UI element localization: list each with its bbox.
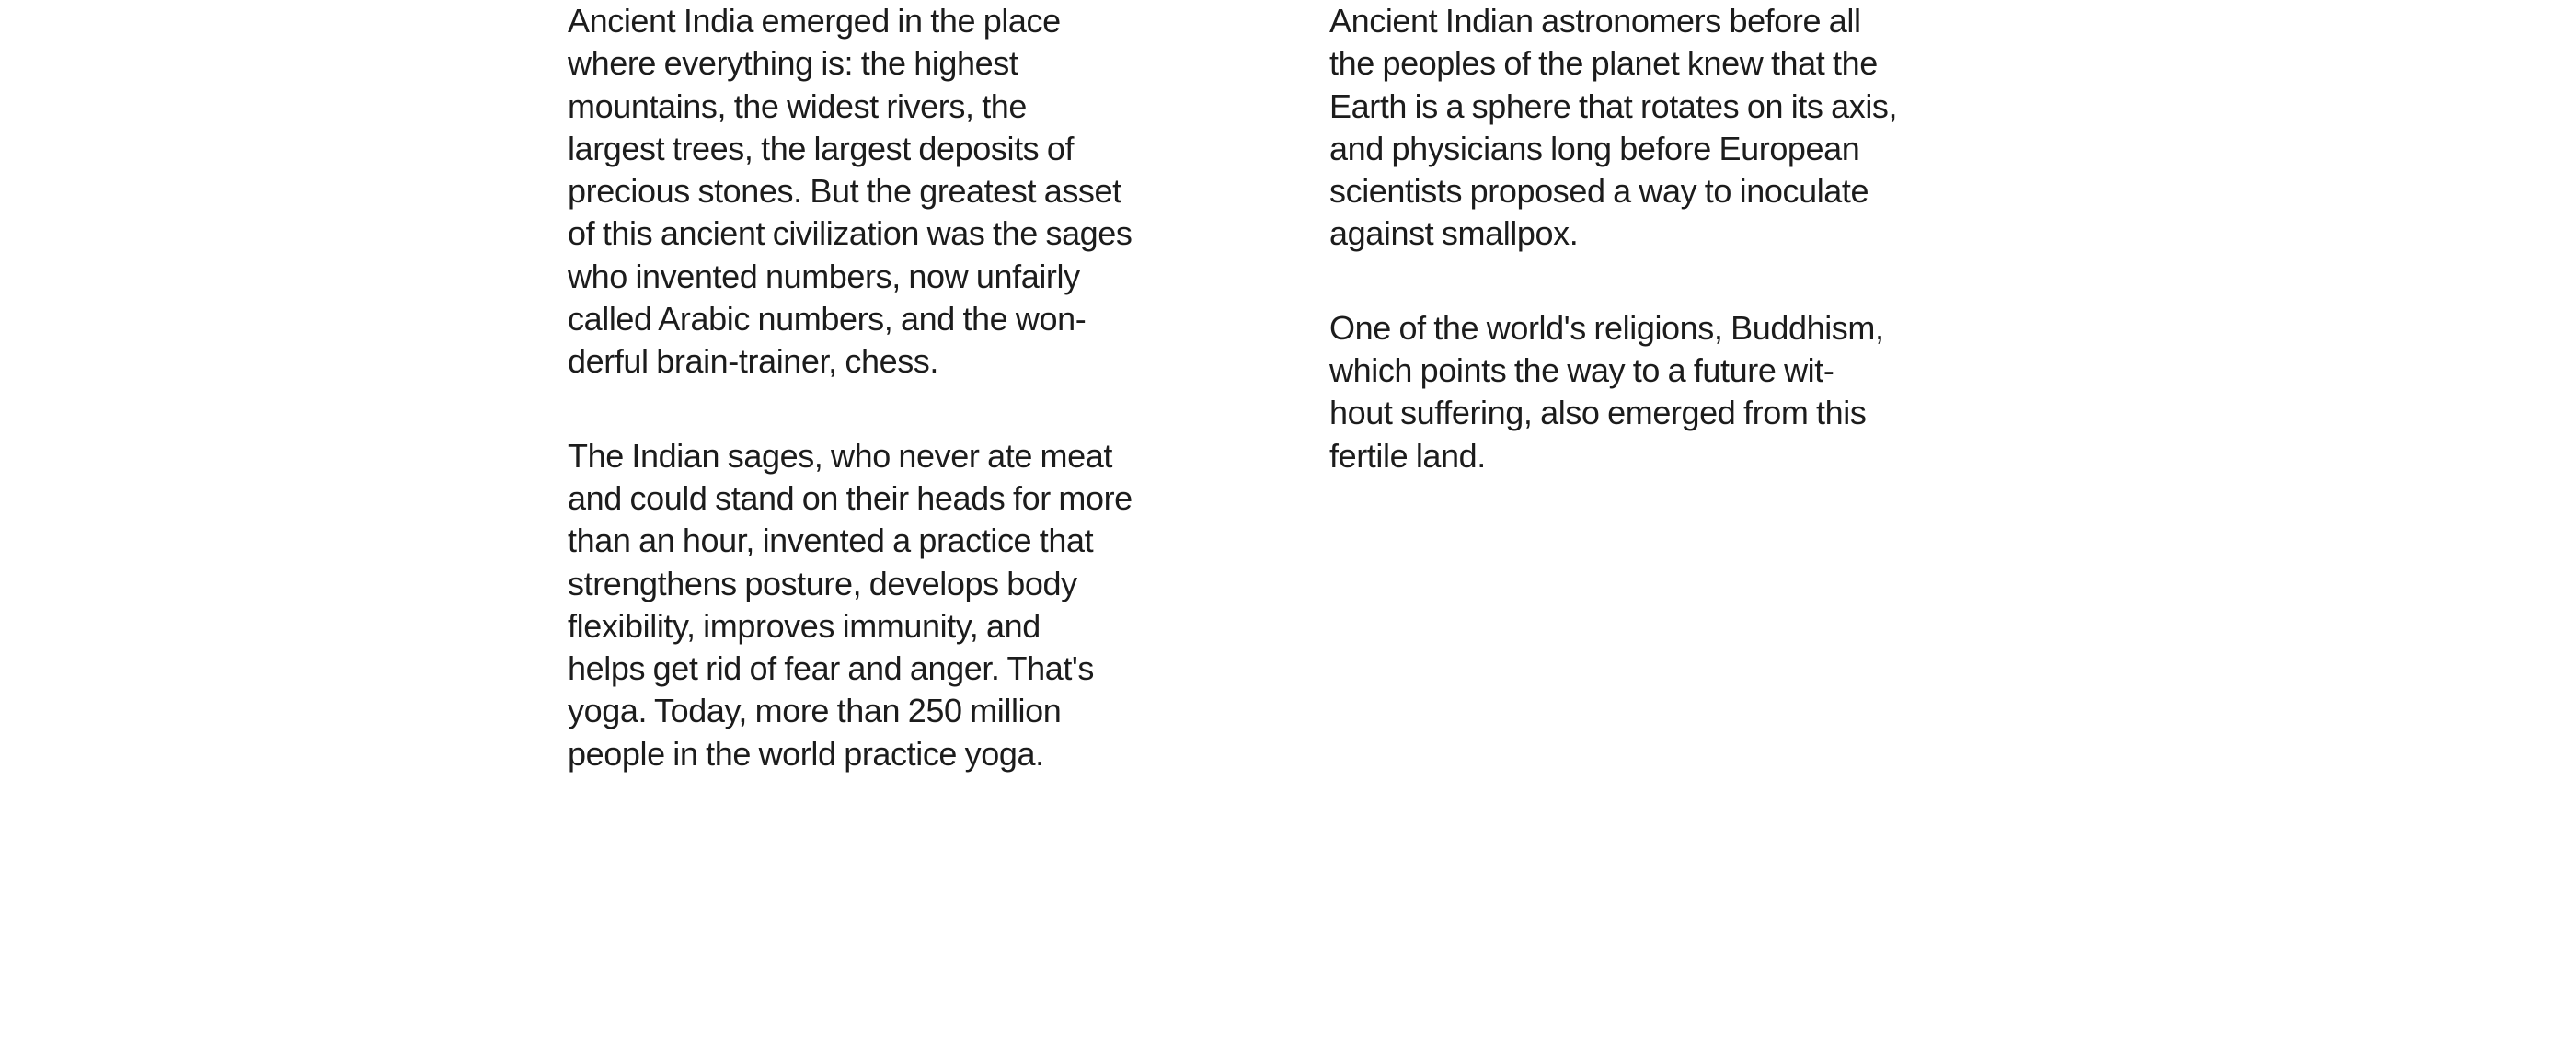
paragraph-ancient-india <box>568 0 1138 384</box>
left-column <box>568 0 1138 827</box>
paragraph-yoga <box>568 435 1138 775</box>
text-line: mountains, the widest rivers, the <box>568 86 1028 125</box>
text-line: yoga. Today, more than 250 million <box>568 692 1062 730</box>
text-line: One of the world's religions, Buddhism, <box>1329 308 1884 347</box>
text-line: scientists proposed a way to inoculate <box>1329 172 1869 211</box>
text-line: and physicians long before European <box>1329 129 1860 167</box>
paragraph-buddhism <box>1329 307 1900 477</box>
text-line: than an hour, invented a practice that <box>568 522 1094 560</box>
text-line: called Arabic numbers, and the won- <box>568 300 1087 338</box>
text-line: strengthens posture, develops body <box>568 564 1077 602</box>
text-line: fertile land. <box>1329 436 1486 475</box>
text-line: helps get rid of fear and anger. That's <box>568 649 1094 688</box>
text-line: largest trees, the largest deposits of <box>568 129 1075 167</box>
text-line: precious stones. But the greatest asset <box>568 172 1121 211</box>
right-column <box>1329 0 1900 529</box>
paragraph-astronomers <box>1329 0 1900 256</box>
text-line: who invented numbers, now unfairly <box>568 257 1080 295</box>
text-line: derful brain-trainer, chess. <box>568 342 938 381</box>
text-line: the peoples of the planet knew that the <box>1329 44 1878 83</box>
text-line: where everything is: the highest <box>568 44 1018 83</box>
text-line: The Indian sages, who never ate meat <box>568 436 1112 475</box>
text-line: Earth is a sphere that rotates on its axis, <box>1329 86 1898 125</box>
text-line: people in the world practice yoga. <box>568 734 1044 773</box>
text-line: Ancient Indian astronomers before all <box>1329 2 1861 40</box>
text-line: which points the way to a future wit- <box>1329 351 1834 390</box>
text-line: of this ancient civilization was the sages <box>568 214 1133 253</box>
text-line: and could stand on their heads for more <box>568 478 1133 517</box>
text-line: against smallpox. <box>1329 214 1579 253</box>
text-line: Ancient India emerged in the place <box>568 2 1061 40</box>
text-line: hout suffering, also emerged from this <box>1329 394 1867 432</box>
text-line: flexibility, improves immunity, and <box>568 606 1041 645</box>
